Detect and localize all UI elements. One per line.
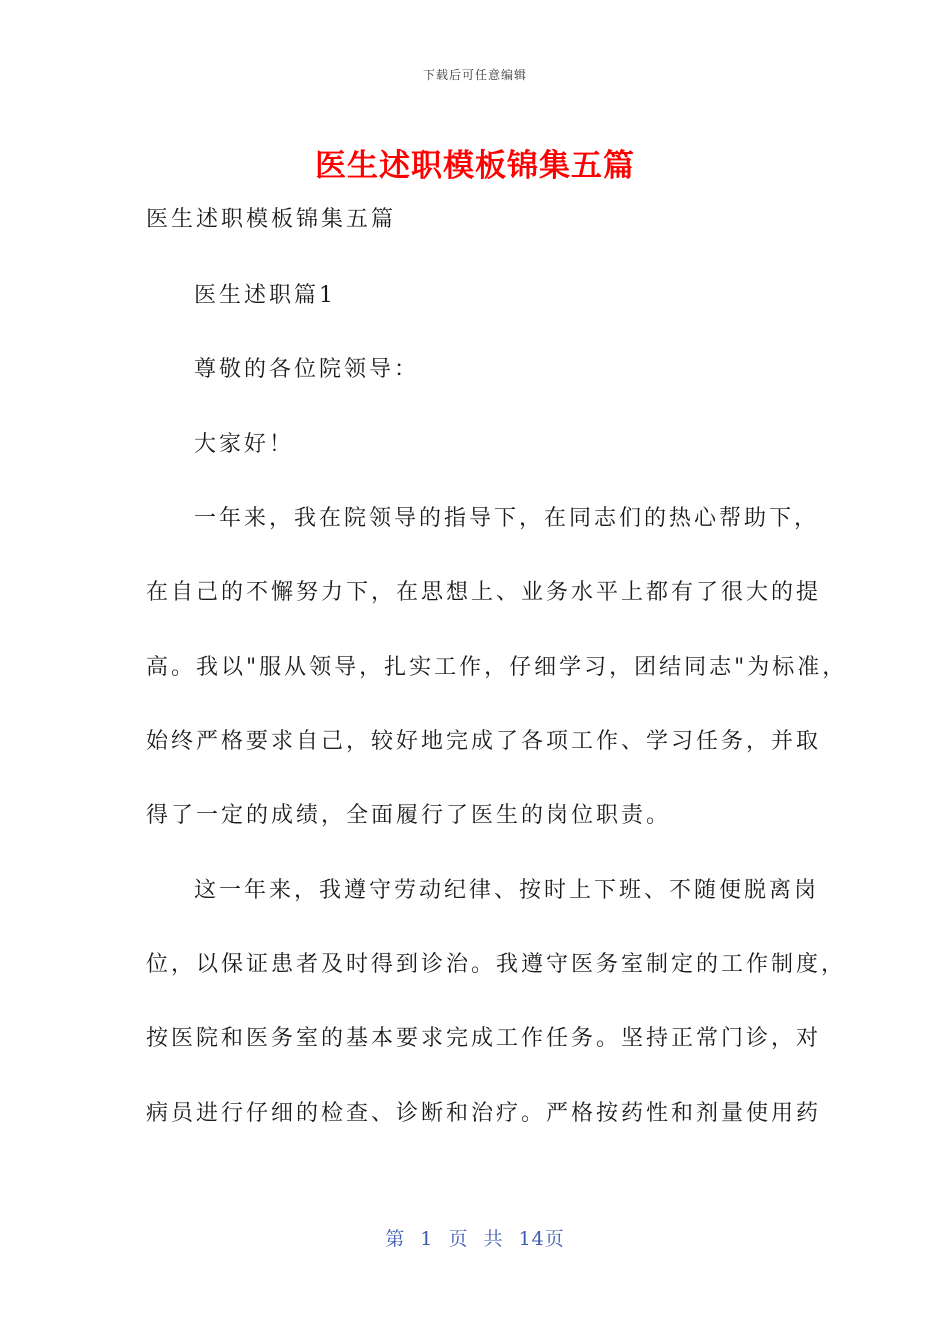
body-line: 按医院和医务室的基本要求完成工作任务。坚持正常门诊，对 [146, 1026, 822, 1051]
document-title: 医生述职模板锦集五篇 [315, 148, 635, 184]
page-footer [0, 1224, 950, 1251]
body-line: 这一年来，我遵守劳动纪律、按时上下班、不随便脱离岗 [194, 878, 820, 903]
doc-subtitle-line: 医生述职模板锦集五篇 [146, 207, 397, 232]
footer-page-number: 1 [420, 1228, 434, 1250]
body-line: 始终严格要求自己，较好地完成了各项工作、学习任务，并取 [146, 729, 822, 754]
salutation: 尊敬的各位院领导： [194, 357, 420, 382]
section-heading: 医生述职篇1 [194, 283, 336, 308]
greeting: 大家好！ [194, 432, 295, 457]
footer-total-pages: 14页 [518, 1228, 565, 1250]
body-line: 位，以保证患者及时得到诊治。我遵守医务室制定的工作制度， [146, 952, 847, 977]
body-line: 一年来，我在院领导的指导下，在同志们的热心帮助下， [194, 506, 820, 531]
footer-di: 第 [385, 1228, 406, 1250]
body-line: 得了一定的成绩，全面履行了医生的岗位职责。 [146, 803, 672, 828]
header-note: 下载后可任意编辑 [422, 68, 527, 82]
body-line: 在自己的不懈努力下，在思想上、业务水平上都有了很大的提 [146, 580, 822, 605]
body-line: 高。我以"服从领导，扎实工作，仔细学习，团结同志"为标准， [146, 655, 848, 680]
footer-gong: 共 [483, 1228, 504, 1250]
footer-ye: 页 [448, 1228, 469, 1250]
body-line: 病员进行仔细的检查、诊断和治疗。严格按药性和剂量使用药 [146, 1101, 822, 1126]
